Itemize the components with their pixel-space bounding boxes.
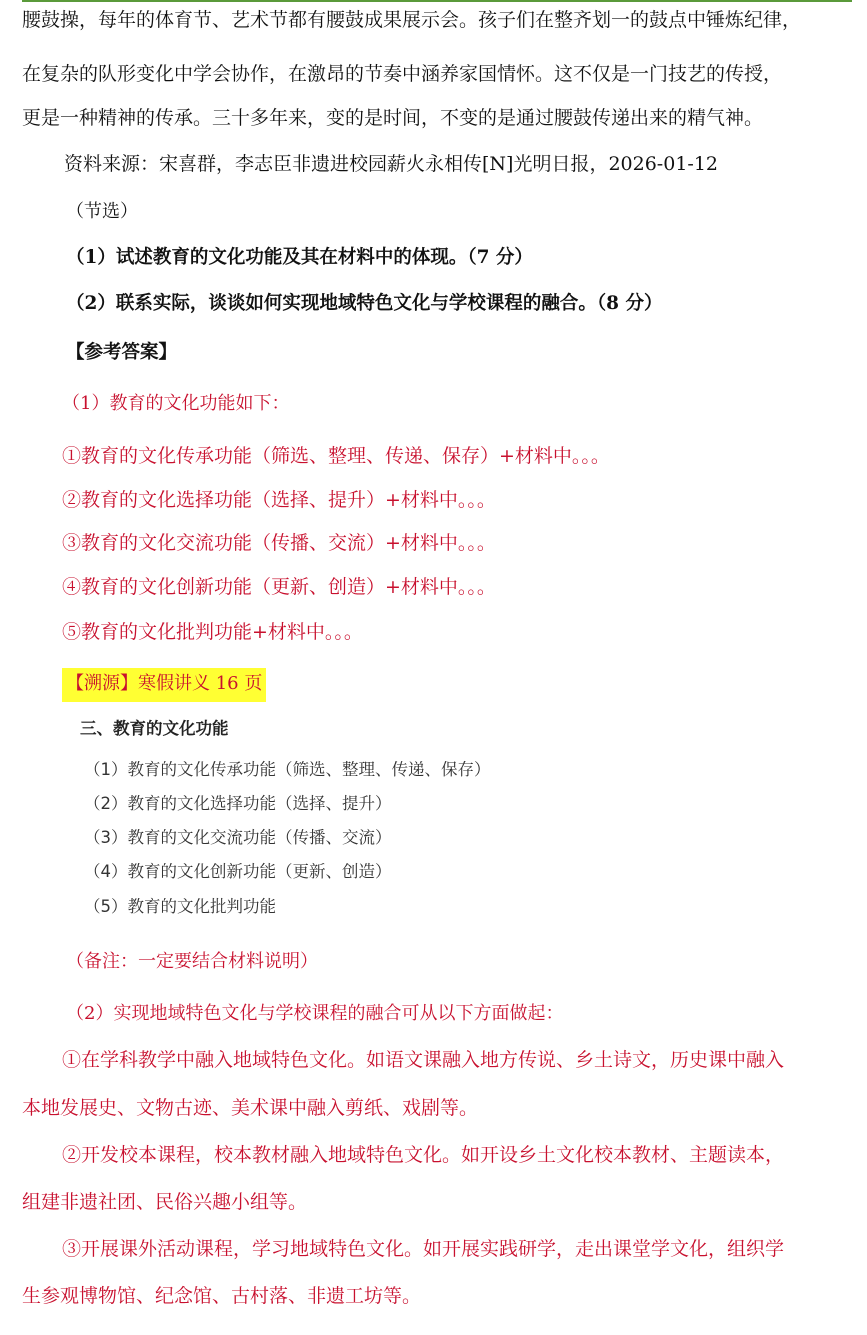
answer-part2-item-1-line-2: 本地发展史、文物古迹、美术课中融入剪纸、戏剧等。: [22, 1097, 479, 1119]
lecture-item-5: （5）教育的文化批判功能: [84, 897, 276, 916]
lecture-item-1: （1）教育的文化传承功能（筛选、整理、传递、保存）: [84, 760, 491, 779]
lecture-item-3: （3）教育的文化交流功能（传播、交流）: [84, 828, 392, 847]
lecture-item-4: （4）教育的文化创新功能（更新、创造）: [84, 862, 392, 881]
excerpt-note: （节选）: [66, 201, 138, 222]
trace-tag: 【溯源】: [66, 673, 138, 694]
answer-note: （备注：一定要结合材料说明）: [66, 951, 318, 972]
answer-part2-item-3-line-1: ③开展课外活动课程，学习地域特色文化。如开展实践研学，走出课堂学文化，组织学: [62, 1238, 785, 1260]
trace-text: 寒假讲义 16 页: [138, 673, 263, 694]
passage-line-3: 更是一种精神的传承。三十多年来，变的是时间，不变的是通过腰鼓传递出来的精气神。: [22, 107, 764, 129]
answer-part2-item-1-line-1: ①在学科教学中融入地域特色文化。如语文课融入地方传说、乡土诗文，历史课中融入: [62, 1049, 785, 1071]
passage-line-2: 在复杂的队形变化中学会协作，在激昂的节奏中涵养家国情怀。这不仅是一门技艺的传授，: [22, 63, 783, 85]
answer-part2-intro: （2）实现地域特色文化与学校课程的融合可从以下方面做起：: [66, 1003, 564, 1024]
answer-part1-item-4: ④教育的文化创新功能（更新、创造）+材料中。。。: [62, 576, 496, 598]
top-rule: [22, 0, 852, 2]
answer-part1-intro: （1）教育的文化功能如下：: [62, 393, 290, 414]
lecture-title: 三、教育的文化功能: [80, 719, 229, 738]
answer-part1-item-1: ①教育的文化传承功能（筛选、整理、传递、保存）+材料中。。。: [62, 445, 610, 467]
trace-reference: [62, 668, 266, 702]
answer-part2-item-3-line-2: 生参观博物馆、纪念馆、古村落、非遗工坊等。: [22, 1285, 422, 1307]
answer-heading: 【参考答案】: [66, 342, 178, 363]
answer-part2-item-2-line-1: ②开发校本课程，校本教材融入地域特色文化。如开设乡土文化校本教材、主题读本，: [62, 1144, 785, 1166]
answer-part1-item-2: ②教育的文化选择功能（选择、提升）+材料中。。。: [62, 489, 496, 511]
passage-line-1: 腰鼓操，每年的体育节、艺术节都有腰鼓成果展示会。孩子们在整齐划一的鼓点中锤炼纪律，: [22, 9, 802, 31]
lecture-item-2: （2）教育的文化选择功能（选择、提升）: [84, 794, 392, 813]
answer-part1-item-5: ⑤教育的文化批判功能+材料中。。。: [62, 621, 363, 643]
answer-part2-item-2-line-2: 组建非遗社团、民俗兴趣小组等。: [22, 1191, 308, 1213]
question-1: （1）试述教育的文化功能及其在材料中的体现。（7 分）: [66, 247, 533, 268]
source-citation: 资料来源：宋喜群，李志臣非遗进校园薪火永相传[N]光明日报，2026-01-12: [64, 153, 718, 175]
question-2: （2）联系实际，谈谈如何实现地域特色文化与学校课程的融合。（8 分）: [66, 293, 663, 314]
answer-part1-item-3: ③教育的文化交流功能（传播、交流）+材料中。。。: [62, 532, 496, 554]
